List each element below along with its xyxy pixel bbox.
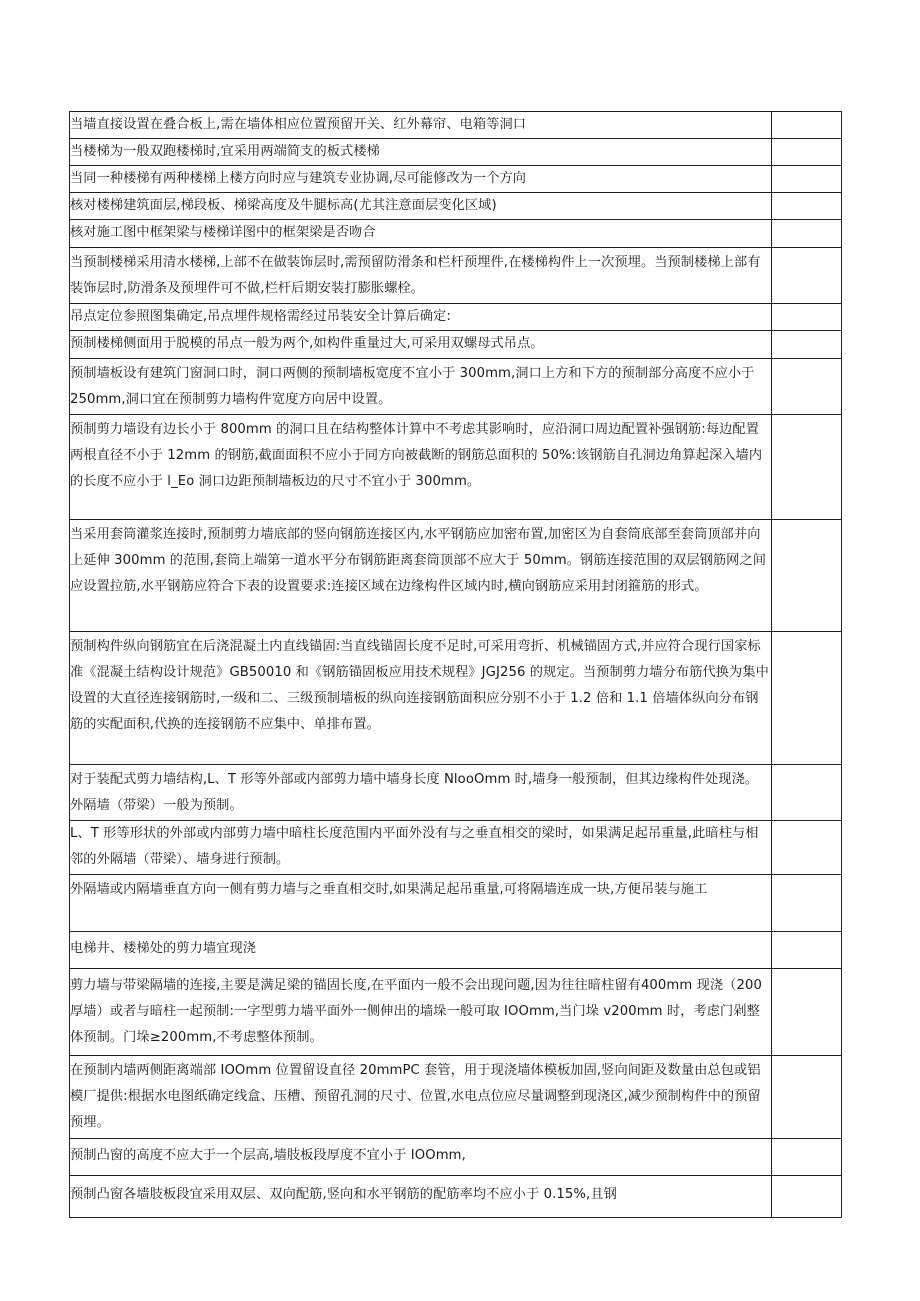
check-cell	[772, 932, 842, 969]
item-text: 吊点定位参照图集确定,吊点埋件规格需经过吊装安全计算后确定:	[70, 309, 451, 324]
check-cell	[772, 166, 842, 193]
table-row	[70, 821, 842, 875]
table-row	[70, 969, 842, 1056]
table-row	[70, 220, 842, 248]
item-text: 预制剪力墙设有边长小于 800mm 的洞口且在结构整体计算中不考虑其影响时，应沿洞口周边配置补强钢筋:每边配置两根直径不小于 12mm 的钢筋,截面面积不应小于同方向被截断的钢筋总面积的 50%:该钢筋自孔洞边角算起深入墙内的长度不应小于 l_Eo 洞口边距预制墙板边的尺寸不宜小于 300mm。	[70, 422, 763, 489]
table-row	[70, 331, 842, 359]
item-cell	[70, 875, 772, 932]
table-row	[70, 166, 842, 193]
item-cell	[70, 220, 772, 248]
table-row	[70, 632, 842, 765]
item-cell	[70, 821, 772, 875]
item-text: 电梯井、楼梯处的剪力墙宜现浇	[70, 941, 257, 956]
item-text: 当楼梯为一般双跑楼梯时,宜采用两端简支的板式楼梯	[70, 144, 380, 159]
item-cell	[70, 1056, 772, 1139]
item-text: 核对施工图中框架梁与楼梯详图中的框架梁是否吻合	[70, 225, 376, 240]
item-cell	[70, 139, 772, 166]
check-cell	[772, 304, 842, 331]
item-cell	[70, 166, 772, 193]
check-cell	[772, 632, 842, 765]
item-text: 对于装配式剪力墙结构,L、T 形等外部或内部剪力墙中墙身长度 NlooOmm 时,墙身一般预制，但其边缘构件处现浇。外隔墙（带梁）一般为预制。	[70, 772, 759, 813]
item-text: 当墙直接设置在叠合板上,需在墙体相应位置预留开关、红外幕帘、电箱等洞口	[70, 117, 527, 132]
item-text: 当采用套筒灌浆连接时,预制剪力墙底部的竖向钢筋连接区内,水平钢筋应加密布置,加密区为自套筒底部至套筒顶部并向上延伸 300mm 的范围,套筒上端第一道水平分布钢筋距离套筒顶部不应大于 50mm。钢筋连接范围的双层钢筋网之间应设置拉筋,水平钢筋应符合下表的设置要求:连接区域在边缘构件区域内时,横向钢筋应采用封闭箍筋的形式。	[70, 527, 767, 594]
item-text: 外隔墙或内隔墙垂直方向一侧有剪力墙与之垂直相交时,如果满足起吊重量,可将隔墙连成一块,方便吊装与施工	[70, 882, 708, 897]
item-cell	[70, 969, 772, 1056]
check-cell	[772, 415, 842, 520]
item-cell	[70, 1176, 772, 1218]
check-cell	[772, 765, 842, 821]
table-row	[70, 139, 842, 166]
table-row	[70, 875, 842, 932]
table-row	[70, 520, 842, 632]
check-cell	[772, 1176, 842, 1218]
item-cell	[70, 112, 772, 139]
item-text: 核对楼梯建筑面层,梯段板、梯梁高度及牛腿标高(尤其注意面层变化区域)	[70, 198, 497, 213]
table-row	[70, 1176, 842, 1218]
checklist-table	[69, 111, 842, 1218]
table-row	[70, 248, 842, 304]
table-row	[70, 359, 842, 415]
item-text: 剪力墙与带梁隔墙的连接,主要是满足梁的锚固长度,在平面内一般不会出现问题,因为往往暗柱留有400mm 现浇（200 厚墙）或者与暗柱一起预制:一字型剪力墙平面外一侧伸出的墙垛一般可取 IOOmm,当门垛 v200mm 时，考虑门剁整体预制。门垛≥200mm,不考虑整体预制。	[70, 978, 762, 1045]
table-row	[70, 112, 842, 139]
check-cell	[772, 112, 842, 139]
item-cell	[70, 632, 772, 765]
check-cell	[772, 359, 842, 415]
check-cell	[772, 193, 842, 220]
item-cell	[70, 1139, 772, 1176]
table-row	[70, 304, 842, 331]
check-cell	[772, 1139, 842, 1176]
item-cell	[70, 932, 772, 969]
item-cell	[70, 193, 772, 220]
check-cell	[772, 1056, 842, 1139]
item-cell	[70, 765, 772, 821]
table-row	[70, 765, 842, 821]
item-cell	[70, 520, 772, 632]
check-cell	[772, 520, 842, 632]
item-text: 当预制楼梯采用清水楼梯,上部不在做装饰层时,需预留防滑条和栏杆预埋件,在楼梯构件上一次预埋。当预制楼梯上部有装饰层时,防滑条及预埋件可不做,栏杆后期安装打膨胀螺栓。	[70, 255, 761, 296]
item-text: 预制凸窗各墙肢板段宜采用双层、双向配筋,竖向和水平钢筋的配筋率均不应小于 0.15%,且钢	[70, 1187, 617, 1202]
table-row	[70, 1056, 842, 1139]
item-cell	[70, 331, 772, 359]
item-text: 预制构件纵向钢筋宜在后浇混凝土内直线锚固:当直线锚固长度不足时,可采用弯折、机械锚固方式,并应符合现行国家标准《混凝土结构设计规范》GB50010 和《钢筋锚固板应用技术规程》JGJ256 的规定。当预制剪力墙分布筋代换为集中设置的大直径连接钢筋时,一级和二、三级预制墙板的纵向连接钢筋面积应分别不小于 1.2 倍和 1.1 倍墙体纵向分布钢筋的实配面积,代换的连接钢筋不应集中、单排布置。	[70, 639, 769, 732]
check-cell	[772, 969, 842, 1056]
table-row	[70, 415, 842, 520]
item-text: L、T 形等形状的外部或内部剪力墙中暗柱长度范围内平面外没有与之垂直相交的梁时，如果满足起吊重量,此暗柱与相邻的外隔墙（带梁）、墙身进行预制。	[70, 826, 759, 867]
item-cell	[70, 304, 772, 331]
check-cell	[772, 248, 842, 304]
item-text: 在预制内墙两侧距离端部 IOOmm 位置留设直径 20mmPC 套管，用于现浇墙体模板加固,竖向间距及数量由总包或铝模厂提供:根据水电图纸确定线盒、压槽、预留孔洞的尺寸、位置,水电点位应尽量调整到现浇区,减少预制构件中的预留预埋。	[70, 1063, 761, 1130]
table-row	[70, 1139, 842, 1176]
checklist-sheet	[69, 111, 841, 1218]
table-row	[70, 932, 842, 969]
item-cell	[70, 248, 772, 304]
item-text: 预制凸窗的高度不应大于一个层高,墙肢板段厚度不宜小于 IOOmm,	[70, 1148, 466, 1163]
check-cell	[772, 139, 842, 166]
item-text: 预制楼梯侧面用于脱模的吊点一般为两个,如构件重量过大,可采用双螺母式吊点。	[70, 336, 544, 351]
item-text: 预制墙板设有建筑门窗洞口时，洞口两侧的预制墙板宽度不宜小于 300mm,洞口上方和下方的预制部分高度不应小于 250mm,洞口宜在预制剪力墙构件宽度方向居中设置。	[70, 366, 755, 407]
check-cell	[772, 875, 842, 932]
item-text: 当同一种楼梯有两种楼梯上楼方向时应与建筑专业协调,尽可能修改为一个方向	[70, 171, 527, 186]
check-cell	[772, 331, 842, 359]
check-cell	[772, 220, 842, 248]
table-row	[70, 193, 842, 220]
check-cell	[772, 821, 842, 875]
item-cell	[70, 359, 772, 415]
item-cell	[70, 415, 772, 520]
